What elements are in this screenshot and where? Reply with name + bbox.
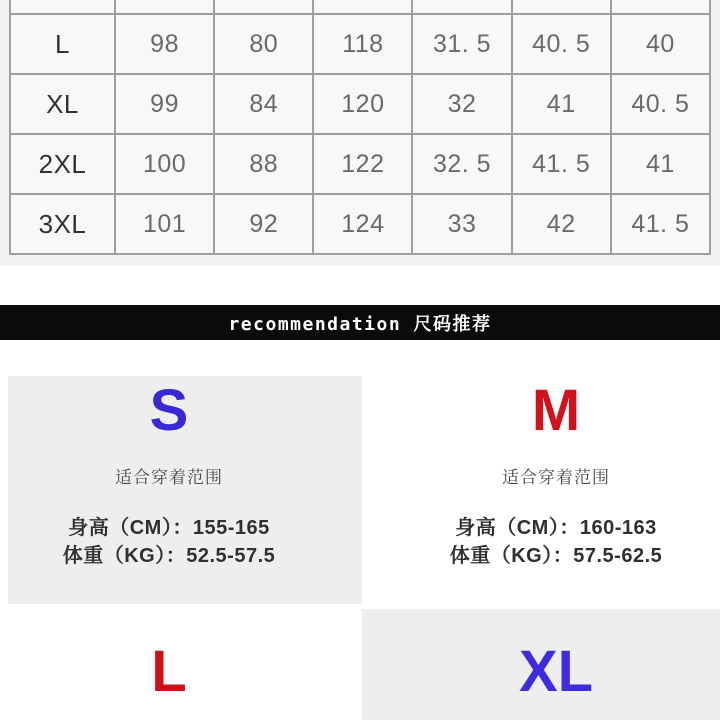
measurement-cell: 99: [115, 74, 214, 134]
measurement-cell: 80: [214, 14, 313, 74]
size-letter-s: S: [149, 378, 189, 443]
measurement-cell: 120: [313, 74, 412, 134]
height-range: 身高（CM）：155-165: [68, 517, 270, 539]
card-content: [377, 380, 720, 570]
cards-row-1: [0, 376, 720, 604]
measurement-cell: 42: [512, 194, 611, 254]
table-row: [10, 194, 710, 254]
fit-ranges: [377, 514, 720, 570]
card-content: [8, 380, 346, 570]
measurement-cell: 31. 5: [412, 14, 511, 74]
measurement-cell: 41: [611, 134, 710, 194]
table-row-cutoff: [10, 0, 710, 14]
table-cell-empty: [10, 0, 115, 14]
table-cell-empty: [512, 0, 611, 14]
fit-range-label: 适合穿着范围: [115, 468, 223, 487]
measurement-cell: 40: [611, 14, 710, 74]
recommendation-banner: [0, 305, 720, 340]
table-cell-empty: [611, 0, 710, 14]
size-card-s: [8, 376, 362, 604]
size-chart-table: [9, 0, 711, 255]
measurement-cell: 41: [512, 74, 611, 134]
size-letter-l: L: [151, 639, 187, 704]
measurement-cell: 32: [412, 74, 511, 134]
measurement-cell: 41. 5: [512, 134, 611, 194]
table-cell-empty: [412, 0, 511, 14]
size-table-section: [0, 0, 720, 266]
size-card-xl: [362, 609, 720, 720]
size-cards-section: [0, 376, 720, 720]
measurement-cell: 84: [214, 74, 313, 134]
fit-ranges: [8, 514, 346, 570]
cards-row-2: [0, 609, 720, 720]
weight-range: 体重（KG）：57.5-62.5: [449, 545, 663, 567]
measurement-cell: 40. 5: [611, 74, 710, 134]
measurement-cell: 40. 5: [512, 14, 611, 74]
measurement-cell: 100: [115, 134, 214, 194]
size-letter-xl: XL: [518, 639, 594, 704]
size-label-cell: 2XL: [10, 134, 115, 194]
measurement-cell: 92: [214, 194, 313, 254]
table-cell-empty: [115, 0, 214, 14]
measurement-cell: 118: [313, 14, 412, 74]
measurement-cell: 101: [115, 194, 214, 254]
weight-range: 体重（KG）：52.5-57.5: [62, 545, 276, 567]
measurement-cell: 41. 5: [611, 194, 710, 254]
size-letter-m: M: [531, 378, 581, 443]
table-cell-empty: [214, 0, 313, 14]
measurement-cell: 33: [412, 194, 511, 254]
banner-title: recommendation 尺码推荐: [228, 313, 492, 335]
card-content: [8, 641, 346, 703]
measurement-cell: 88: [214, 134, 313, 194]
table-row: [10, 74, 710, 134]
measurement-cell: 32. 5: [412, 134, 511, 194]
size-card-l: [8, 609, 362, 720]
table-row: [10, 14, 710, 74]
table-row: [10, 134, 710, 194]
size-label-cell: L: [10, 14, 115, 74]
size-label-cell: 3XL: [10, 194, 115, 254]
measurement-cell: 98: [115, 14, 214, 74]
measurement-cell: 124: [313, 194, 412, 254]
card-content: [377, 641, 720, 703]
table-cell-empty: [313, 0, 412, 14]
fit-range-label: 适合穿着范围: [502, 468, 610, 487]
size-card-m: [362, 376, 720, 604]
measurement-cell: 122: [313, 134, 412, 194]
size-label-cell: XL: [10, 74, 115, 134]
height-range: 身高（CM）：160-163: [455, 517, 657, 539]
